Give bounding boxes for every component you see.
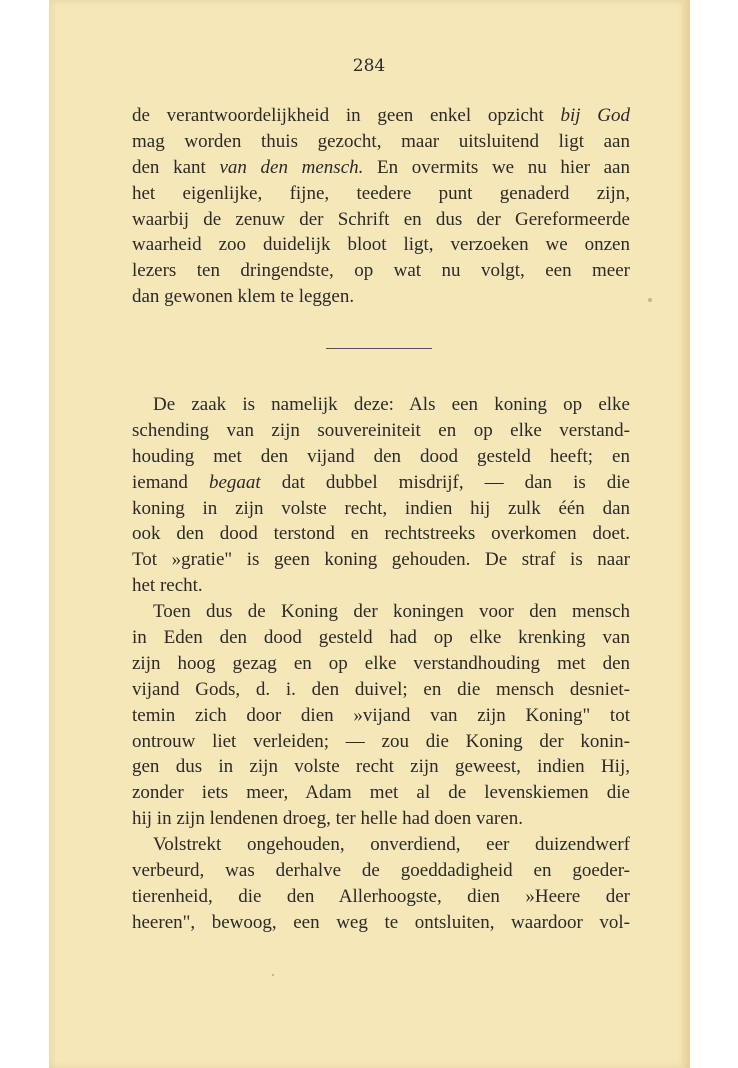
- text-run: zonder iets meer, Adam met al de levenskiemen die: [132, 782, 630, 804]
- text-run: ontrouw liet verleiden; — zou die Koning der konin-: [132, 730, 630, 752]
- text-run: dan gewonen klem te leggen.: [132, 286, 355, 308]
- text-run: zijn hoog gezag en op elke verstandhouding met den: [132, 652, 630, 674]
- text-run: Toen dus de Koning der koningen voor den mensch: [153, 601, 630, 623]
- text-line: [132, 284, 630, 310]
- text-run: temin zich door dien »vijand van zijn Koning" tot: [132, 704, 630, 726]
- text-run: gen dus in zijn volste recht zijn geweest, indien Hij,: [132, 756, 630, 778]
- text-line: [132, 129, 630, 155]
- text-section-main: [132, 392, 630, 936]
- text-run: verbeurd, was derhalve de goeddadigheid en goeder-: [132, 860, 630, 882]
- text-line: [132, 832, 630, 858]
- text-run: koning in zijn volste recht, indien hij zulk één dan: [132, 497, 630, 519]
- text-line: [132, 858, 630, 884]
- text-line: [132, 884, 630, 910]
- italic-text: van den mensch.: [219, 156, 364, 178]
- text-run: de verantwoordelijkheid in geen enkel opzicht: [132, 105, 561, 126]
- text-line: [132, 754, 630, 780]
- text-line: [132, 806, 630, 832]
- text-run: En overmits we nu hier aan: [363, 156, 630, 178]
- page-number: 284: [352, 56, 386, 76]
- text-run: lezers ten dringendste, op wat nu volgt, een meer: [132, 260, 630, 282]
- text-line: [132, 651, 630, 677]
- text-run: waarheid zoo duidelijk bloot ligt, verzoeken we onzen: [132, 234, 630, 256]
- text-line: [132, 677, 630, 703]
- text-run: schending van zijn souvereiniteit en op elke verstand-: [132, 419, 630, 441]
- text-line: [132, 232, 630, 258]
- text-line: [132, 207, 630, 233]
- text-run: dat dubbel misdrijf, — dan is die: [260, 471, 630, 493]
- text-line: [132, 496, 630, 522]
- text-line: [132, 155, 630, 181]
- text-run: het recht.: [132, 575, 203, 597]
- text-line: [132, 599, 630, 625]
- text-line: [132, 910, 630, 936]
- text-line: [132, 444, 630, 470]
- text-run: hij in zijn lendenen droeg, ter helle had doen varen.: [132, 808, 523, 830]
- text-run: het eigenlijke, fijne, teedere punt genaderd zijn,: [132, 182, 630, 204]
- text-line: [132, 547, 630, 573]
- text-line: [132, 780, 630, 806]
- text-line: [132, 703, 630, 729]
- text-run: Tot »gratie" is geen koning gehouden. De straf is naar: [132, 549, 630, 571]
- text-run: mag worden thuis gezocht, maar uitsluitend ligt aan: [132, 130, 630, 152]
- italic-text: begaat: [208, 471, 261, 493]
- italic-text: bij God: [560, 105, 631, 126]
- text-run: houding met den vijand den dood gesteld heeft; en: [132, 445, 630, 467]
- text-line: [132, 625, 630, 651]
- text-run: iemand: [132, 471, 209, 493]
- section-divider: [326, 348, 432, 349]
- text-run: waarbij de zenuw der Schrift en dus der Gereformeerde: [132, 208, 630, 230]
- text-run: den kant: [132, 156, 220, 178]
- text-line: [132, 392, 630, 418]
- text-line: [132, 418, 630, 444]
- page-speck: [272, 974, 274, 976]
- text-run: ook den dood terstond en rechtstreeks overkomen doet.: [132, 523, 630, 545]
- text-line: [132, 181, 630, 207]
- text-run: tierenheid, die den Allerhoogste, dien »Heere der: [132, 885, 630, 907]
- text-section-intro: [132, 103, 630, 310]
- text-run: De zaak is namelijk deze: Als een koning op elke: [153, 394, 630, 415]
- text-run: heeren", bewoog, een weg te ontsluiten, waardoor vol-: [132, 911, 630, 933]
- text-line: [132, 729, 630, 755]
- margin-speck: [648, 298, 652, 302]
- text-run: in Eden den dood gesteld had op elke krenking van: [132, 627, 630, 649]
- text-line: [132, 470, 630, 496]
- page-edge-shadow: [682, 0, 690, 1068]
- text-run: vijand Gods, d. i. den duivel; en die mensch desniet-: [132, 678, 630, 700]
- text-line: [132, 103, 630, 129]
- text-line: [132, 573, 630, 599]
- text-run: Volstrekt ongehouden, onverdiend, eer duizendwerf: [153, 834, 630, 856]
- text-line: [132, 258, 630, 284]
- text-line: [132, 521, 630, 547]
